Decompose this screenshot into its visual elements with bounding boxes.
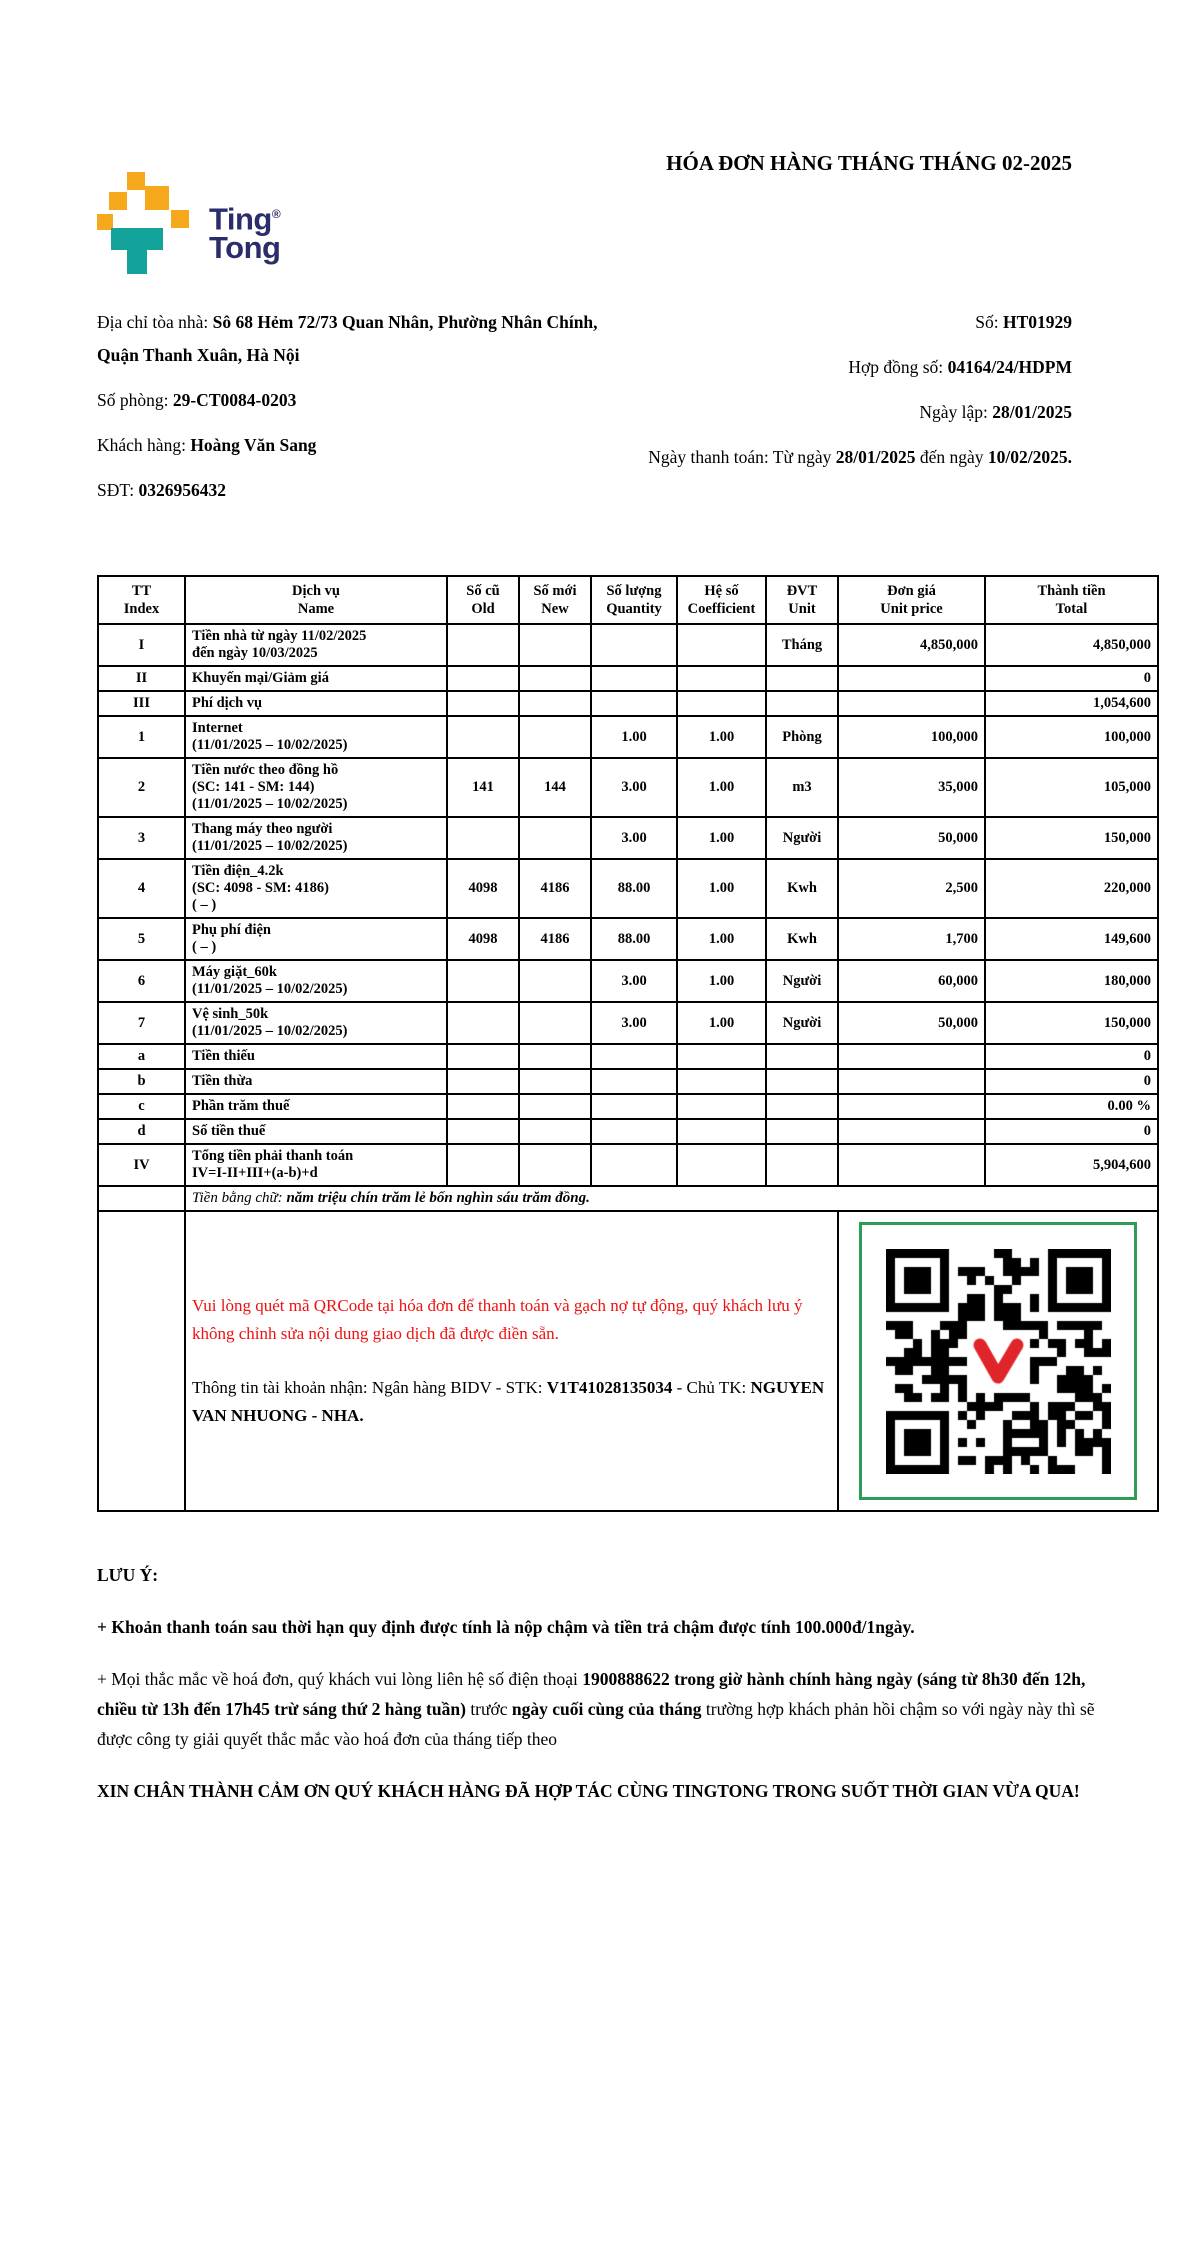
tingtong-logo-text: [209, 200, 280, 276]
cell-old: [447, 624, 519, 666]
cell-tt: 3: [98, 817, 185, 859]
cell-old: [447, 716, 519, 758]
cell-new: [519, 1119, 591, 1144]
qr-row: [98, 1211, 1158, 1511]
cell-qty: [591, 1069, 677, 1094]
cell-total: 1,054,600: [985, 691, 1158, 716]
cell-name: Thang máy theo người (11/01/2025 – 10/02/2025): [185, 817, 447, 859]
cell-old: [447, 1069, 519, 1094]
customer-name: Khách hàng: Hoàng Văn Sang: [97, 435, 317, 455]
table-row: [98, 1094, 1158, 1119]
qr-instructions-cell: [185, 1211, 838, 1511]
logo-pixel: [127, 250, 147, 274]
notes-heading: LƯU Ý:: [97, 1565, 159, 1585]
cell-coef: [677, 1094, 766, 1119]
column-header: Số cũ Old: [447, 576, 519, 624]
cell-name: Phí dịch vụ: [185, 691, 447, 716]
cell-total: 0: [985, 1119, 1158, 1144]
table-row: [98, 716, 1158, 758]
cell-unit: Phòng: [766, 716, 838, 758]
cell-tt: 7: [98, 1002, 185, 1044]
table-row: [98, 758, 1158, 817]
cell-qty: 3.00: [591, 758, 677, 817]
table-row: [98, 624, 1158, 666]
table-row: [98, 960, 1158, 1002]
qr-code: [886, 1249, 1111, 1474]
amount-in-words: Tiền bằng chữ: năm triệu chín trăm lẻ bốn nghìn sáu trăm đồng.: [185, 1186, 1158, 1211]
cell-price: [838, 1144, 985, 1186]
cell-new: 4186: [519, 859, 591, 918]
brand-word-bottom: Tong: [209, 230, 281, 266]
cell-name: Máy giặt_60k (11/01/2025 – 10/02/2025): [185, 960, 447, 1002]
cell-unit: m3: [766, 758, 838, 817]
cell-old: [447, 960, 519, 1002]
table-row: [98, 918, 1158, 960]
cell-empty: [98, 1211, 185, 1511]
cell-unit: [766, 1144, 838, 1186]
cell-coef: [677, 624, 766, 666]
cell-tt: 1: [98, 716, 185, 758]
cell-tt: 5: [98, 918, 185, 960]
cell-coef: 1.00: [677, 1002, 766, 1044]
cell-unit: Kwh: [766, 859, 838, 918]
cell-coef: 1.00: [677, 716, 766, 758]
cell-old: [447, 817, 519, 859]
table-header-row: [98, 576, 1158, 624]
cell-old: [447, 666, 519, 691]
cell-unit: [766, 1119, 838, 1144]
cell-coef: [677, 691, 766, 716]
cell-coef: 1.00: [677, 918, 766, 960]
cell-total: 180,000: [985, 960, 1158, 1002]
cell-unit: Tháng: [766, 624, 838, 666]
table-row: [98, 859, 1158, 918]
cell-qty: 88.00: [591, 859, 677, 918]
cell-total: 220,000: [985, 859, 1158, 918]
cell-unit: Người: [766, 1002, 838, 1044]
cell-price: 4,850,000: [838, 624, 985, 666]
cell-new: [519, 817, 591, 859]
cell-price: 2,500: [838, 859, 985, 918]
cell-old: 141: [447, 758, 519, 817]
cell-price: [838, 1094, 985, 1119]
invoice-table-body: [98, 624, 1158, 1186]
cell-coef: [677, 1119, 766, 1144]
cell-new: [519, 666, 591, 691]
cell-tt: a: [98, 1044, 185, 1069]
cell-new: [519, 1144, 591, 1186]
cell-name: Phần trăm thuế: [185, 1094, 447, 1119]
cell-total: 0: [985, 1069, 1158, 1094]
bank-account-info: Thông tin tài khoản nhận: Ngân hàng BIDV - STK: V1T41028135034 - Chủ TK: NGUYEN VAN NHUONG - NHA.: [192, 1378, 825, 1425]
cell-qty: [591, 1044, 677, 1069]
table-row: [98, 1069, 1158, 1094]
cell-total: 5,904,600: [985, 1144, 1158, 1186]
table-row: [98, 691, 1158, 716]
cell-price: [838, 1044, 985, 1069]
logo-pixel: [111, 228, 163, 250]
cell-new: 4186: [519, 918, 591, 960]
cell-qty: 3.00: [591, 960, 677, 1002]
info-left-column: [97, 306, 606, 519]
cell-total: 4,850,000: [985, 624, 1158, 666]
cell-new: [519, 624, 591, 666]
cell-tt: I: [98, 624, 185, 666]
tingtong-logo-icon: [97, 172, 193, 276]
logo-pixel: [127, 172, 145, 190]
column-header: TT Index: [98, 576, 185, 624]
logo-pixel: [171, 210, 189, 228]
cell-total: 150,000: [985, 817, 1158, 859]
cell-old: [447, 1119, 519, 1144]
cell-old: 4098: [447, 859, 519, 918]
cell-old: [447, 1144, 519, 1186]
tingtong-logo: [97, 172, 280, 276]
brand-registered-mark: ®: [271, 207, 281, 221]
cell-total: 0: [985, 1044, 1158, 1069]
invoice-table: [97, 575, 1159, 1512]
cell-name: Tiền thừa: [185, 1069, 447, 1094]
cell-price: [838, 691, 985, 716]
cell-tt: d: [98, 1119, 185, 1144]
late-payment-note: + Khoản thanh toán sau thời hạn quy định được tính là nộp chậm và tiền trả chậm được tính 100.000đ/1ngày.: [97, 1617, 915, 1637]
cell-name: Tổng tiền phải thanh toán IV=I-II+III+(a-b)+d: [185, 1144, 447, 1186]
cell-qty: 88.00: [591, 918, 677, 960]
cell-empty: [98, 1186, 185, 1211]
qr-code-cell: [838, 1211, 1158, 1511]
cell-price: [838, 1069, 985, 1094]
cell-price: 35,000: [838, 758, 985, 817]
cell-name: Vệ sinh_50k (11/01/2025 – 10/02/2025): [185, 1002, 447, 1044]
cell-total: 149,600: [985, 918, 1158, 960]
cell-unit: Người: [766, 960, 838, 1002]
qr-code-frame: [859, 1222, 1137, 1500]
logo-pixel: [109, 192, 127, 210]
table-row: [98, 1002, 1158, 1044]
cell-old: [447, 1094, 519, 1119]
footer-notes: [97, 1560, 1112, 1806]
cell-name: Khuyến mại/Giảm giá: [185, 666, 447, 691]
customer-phone: SĐT: 0326956432: [97, 480, 226, 500]
cell-total: 100,000: [985, 716, 1158, 758]
cell-qty: 3.00: [591, 817, 677, 859]
invoice-info: [97, 306, 1157, 519]
cell-total: 150,000: [985, 1002, 1158, 1044]
cell-price: 50,000: [838, 817, 985, 859]
cell-unit: [766, 691, 838, 716]
cell-coef: 1.00: [677, 817, 766, 859]
cell-unit: Người: [766, 817, 838, 859]
invoice-page: [97, 0, 1157, 1806]
cell-unit: [766, 1069, 838, 1094]
column-header: Hệ số Coefficient: [677, 576, 766, 624]
issue-date: Ngày lập: 28/01/2025: [919, 402, 1072, 422]
cell-total: 0.00 %: [985, 1094, 1158, 1119]
cell-name: Số tiền thuế: [185, 1119, 447, 1144]
cell-coef: 1.00: [677, 859, 766, 918]
building-address: Địa chỉ tòa nhà: Sô 68 Hẻm 72/73 Quan Nhân, Phường Nhân Chính, Quận Thanh Xuân, Hà Nội: [97, 312, 598, 365]
contract-number: Hợp đồng số: 04164/24/HDPM: [848, 357, 1072, 377]
cell-qty: [591, 1119, 677, 1144]
cell-tt: 6: [98, 960, 185, 1002]
cell-qty: [591, 1094, 677, 1119]
cell-price: 50,000: [838, 1002, 985, 1044]
room-number: Số phòng: 29-CT0084-0203: [97, 390, 297, 410]
cell-coef: 1.00: [677, 758, 766, 817]
cell-tt: III: [98, 691, 185, 716]
cell-new: [519, 1044, 591, 1069]
cell-new: [519, 960, 591, 1002]
cell-unit: [766, 1044, 838, 1069]
cell-coef: [677, 666, 766, 691]
table-row: [98, 666, 1158, 691]
cell-old: [447, 1002, 519, 1044]
cell-new: [519, 1094, 591, 1119]
cell-unit: Kwh: [766, 918, 838, 960]
cell-name: Tiền thiếu: [185, 1044, 447, 1069]
cell-tt: II: [98, 666, 185, 691]
thank-you-note: XIN CHÂN THÀNH CẢM ƠN QUÝ KHÁCH HÀNG ĐÃ HỢP TÁC CÙNG TINGTONG TRONG SUỐT THỜI GIAN VỪA QUA!: [97, 1781, 1080, 1801]
cell-new: [519, 1069, 591, 1094]
cell-qty: 3.00: [591, 1002, 677, 1044]
cell-qty: 1.00: [591, 716, 677, 758]
info-right-column: [606, 306, 1072, 519]
cell-new: [519, 1002, 591, 1044]
cell-qty: [591, 624, 677, 666]
cell-name: Phụ phí điện ( – ): [185, 918, 447, 960]
logo-pixel: [145, 186, 169, 210]
table-row: [98, 1144, 1158, 1186]
cell-unit: [766, 1094, 838, 1119]
cell-qty: [591, 666, 677, 691]
cell-old: [447, 691, 519, 716]
cell-name: Tiền nhà từ ngày 11/02/2025 đến ngày 10/03/2025: [185, 624, 447, 666]
column-header: Số lượng Quantity: [591, 576, 677, 624]
cell-tt: 4: [98, 859, 185, 918]
column-header: Số mới New: [519, 576, 591, 624]
cell-qty: [591, 691, 677, 716]
invoice-table-footer: [98, 1186, 1158, 1511]
table-row: [98, 817, 1158, 859]
cell-unit: [766, 666, 838, 691]
column-header: ĐVT Unit: [766, 576, 838, 624]
cell-tt: 2: [98, 758, 185, 817]
cell-old: [447, 1044, 519, 1069]
invoice-table-head: [98, 576, 1158, 624]
cell-price: 60,000: [838, 960, 985, 1002]
cell-name: Tiền điện_4.2k (SC: 4098 - SM: 4186) ( – ): [185, 859, 447, 918]
column-header: Đơn giá Unit price: [838, 576, 985, 624]
cell-new: [519, 691, 591, 716]
cell-old: 4098: [447, 918, 519, 960]
qr-payment-note: Vui lòng quét mã QRCode tại hóa đơn để thanh toán và gạch nợ tự động, quý khách lưu ý không chỉnh sửa nội dung giao dịch đã được điền sẵn.: [192, 1296, 803, 1343]
cell-tt: b: [98, 1069, 185, 1094]
brand-word-top: Ting: [209, 201, 272, 237]
cell-price: 1,700: [838, 918, 985, 960]
invoice-header: [97, 0, 1157, 276]
column-header: Dịch vụ Name: [185, 576, 447, 624]
cell-total: 0: [985, 666, 1158, 691]
cell-price: 100,000: [838, 716, 985, 758]
cell-price: [838, 1119, 985, 1144]
cell-coef: [677, 1044, 766, 1069]
invoice-title: HÓA ĐƠN HÀNG THÁNG THÁNG 02-2025: [666, 151, 1072, 175]
cell-coef: [677, 1069, 766, 1094]
cell-new: [519, 716, 591, 758]
cell-price: [838, 666, 985, 691]
cell-new: 144: [519, 758, 591, 817]
cell-coef: 1.00: [677, 960, 766, 1002]
table-row: [98, 1119, 1158, 1144]
invoice-number: Số: HT01929: [975, 312, 1072, 332]
cell-name: Internet (11/01/2025 – 10/02/2025): [185, 716, 447, 758]
cell-tt: IV: [98, 1144, 185, 1186]
cell-tt: c: [98, 1094, 185, 1119]
cell-coef: [677, 1144, 766, 1186]
table-row: [98, 1044, 1158, 1069]
hotline-note: + Mọi thắc mắc về hoá đơn, quý khách vui lòng liên hệ số điện thoại 1900888622 trong giờ hành chính hàng ngày (sáng từ 8h30 đến 12h, chiều từ 13h đến 17h45 trừ sáng thứ 2 hàng tuần) trước ngày cuối cùng của tháng trường hợp khách phản hồi chậm so với ngày này thì sẽ được công ty giải quyết thắc mắc vào hoá đơn của tháng tiếp theo: [97, 1669, 1095, 1749]
cell-total: 105,000: [985, 758, 1158, 817]
payment-period: Ngày thanh toán: Từ ngày 28/01/2025 đến ngày 10/02/2025.: [648, 447, 1072, 467]
cell-qty: [591, 1144, 677, 1186]
cell-name: Tiền nước theo đồng hồ (SC: 141 - SM: 144) (11/01/2025 – 10/02/2025): [185, 758, 447, 817]
column-header: Thành tiền Total: [985, 576, 1158, 624]
amount-in-words-row: [98, 1186, 1158, 1211]
